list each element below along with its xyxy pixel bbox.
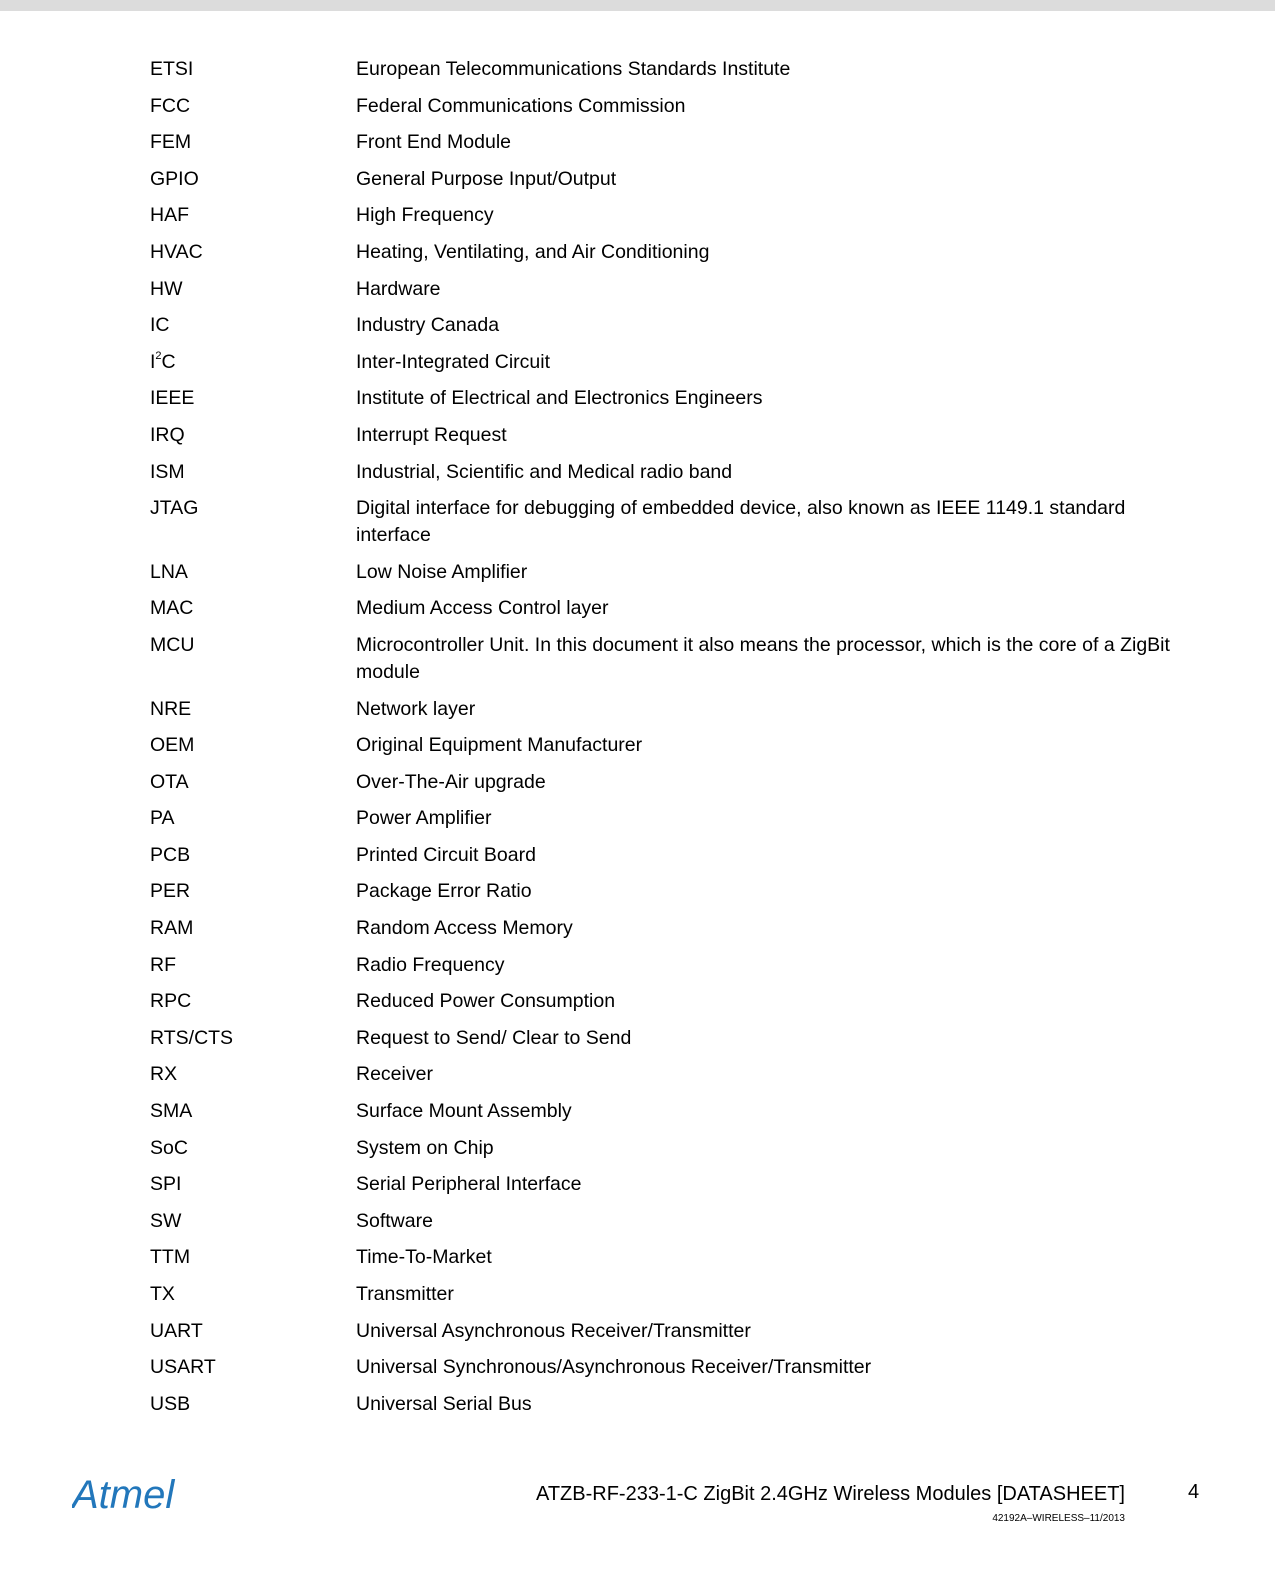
glossary-abbreviation: SoC: [150, 1136, 188, 1159]
glossary-definition: Network layer: [356, 697, 476, 720]
glossary-definition: Original Equipment Manufacturer: [356, 734, 643, 757]
glossary-abbreviation: RAM: [150, 917, 194, 940]
glossary-definition: European Telecommunications Standards Institute: [356, 58, 791, 80]
top-bar: [0, 0, 1275, 11]
glossary-definition: Power Amplifier: [356, 807, 492, 830]
glossary-definition: Serial Peripheral Interface: [356, 1173, 582, 1196]
glossary-abbreviation: PER: [150, 880, 191, 903]
glossary-abbreviation: RTS/CTS: [150, 1026, 234, 1049]
glossary-row: [150, 1244, 1190, 1271]
glossary-row: [150, 1171, 1190, 1198]
glossary-row: [150, 988, 1190, 1015]
glossary-definition: Front End Module: [356, 131, 512, 154]
glossary-abbreviation: USART: [150, 1356, 216, 1379]
glossary-abbreviation: USB: [150, 1392, 191, 1415]
glossary-row: [150, 732, 1190, 759]
glossary-row: [150, 769, 1190, 796]
glossary-definition: Reduced Power Consumption: [356, 990, 616, 1013]
glossary-abbreviation: OTA: [150, 770, 189, 793]
glossary-row: [150, 1061, 1190, 1088]
glossary-abbreviation: PA: [150, 807, 175, 830]
glossary-row: [150, 349, 1190, 376]
glossary-abbreviation: JTAG: [150, 497, 199, 520]
glossary-abbreviation: HAF: [150, 204, 189, 227]
glossary-abbreviation: OEM: [150, 734, 195, 757]
glossary-row: [150, 559, 1190, 586]
glossary-row: [150, 202, 1190, 229]
glossary-definition: Radio Frequency: [356, 953, 505, 976]
glossary-definition: Heating, Ventilating, and Air Conditioning: [356, 240, 710, 263]
glossary-definition: Federal Communications Commission: [356, 94, 686, 117]
glossary-abbreviation: IRQ: [150, 423, 185, 446]
glossary-definition: Industry Canada: [356, 314, 500, 337]
glossary-row: [150, 459, 1190, 486]
glossary-abbreviation: SPI: [150, 1173, 182, 1196]
atmel-logo: [72, 1470, 202, 1518]
page-number: 4: [1188, 1481, 1200, 1503]
glossary-row: [150, 952, 1190, 979]
glossary-row: [150, 276, 1190, 303]
glossary-abbreviation: GPIO: [150, 167, 199, 190]
glossary-abbreviation: FEM: [150, 131, 192, 154]
glossary-row: [150, 632, 1190, 686]
glossary-row: [150, 129, 1190, 156]
glossary-definition: Low Noise Amplifier: [356, 560, 528, 583]
glossary-list: [150, 56, 1190, 1427]
glossary-definition: Software: [356, 1209, 433, 1232]
glossary-definition: Time-To-Market: [356, 1246, 492, 1269]
glossary-abbreviation: PCB: [150, 843, 191, 866]
glossary-row: [150, 93, 1190, 120]
glossary-abbreviation: RX: [150, 1063, 178, 1086]
glossary-definition: Universal Asynchronous Receiver/Transmitter: [356, 1319, 751, 1342]
glossary-abbreviation: MAC: [150, 597, 194, 620]
glossary-definition: Interrupt Request: [356, 423, 507, 446]
glossary-row: [150, 1208, 1190, 1235]
glossary-row: [150, 1391, 1190, 1418]
glossary-definition: Printed Circuit Board: [356, 843, 536, 866]
glossary-row: [150, 1281, 1190, 1308]
glossary-row: [150, 312, 1190, 339]
glossary-abbreviation: [150, 349, 356, 376]
glossary-row: [150, 696, 1190, 723]
glossary-definition: Over-The-Air upgrade: [356, 770, 546, 793]
glossary-definition: Institute of Electrical and Electronics Engineers: [356, 387, 763, 410]
glossary-abbreviation: MCU: [150, 633, 195, 656]
glossary-row: [150, 239, 1190, 266]
footer-doc-code: 42192A–WIRELESS–11/2013: [992, 1513, 1125, 1524]
glossary-abbreviation: TX: [150, 1283, 175, 1305]
glossary-abbreviation: ETSI: [150, 58, 194, 80]
glossary-row: [150, 1354, 1190, 1381]
glossary-row: [150, 166, 1190, 193]
glossary-definition: Industrial, Scientific and Medical radio band: [356, 460, 733, 483]
glossary-row: [150, 385, 1190, 412]
glossary-row: [150, 878, 1190, 905]
glossary-row: [150, 805, 1190, 832]
glossary-definition: System on Chip: [356, 1136, 494, 1159]
glossary-row: [150, 495, 1190, 549]
glossary-row: [150, 1318, 1190, 1345]
abbreviation-base: I: [150, 350, 156, 373]
glossary-definition: General Purpose Input/Output: [356, 167, 617, 190]
glossary-definition: Receiver: [356, 1063, 433, 1086]
glossary-row: [150, 1025, 1190, 1052]
glossary-abbreviation: HVAC: [150, 240, 203, 263]
glossary-definition: Request to Send/ Clear to Send: [356, 1026, 632, 1049]
atmel-logo-text: Atmel: [72, 1473, 175, 1517]
glossary-abbreviation: RF: [150, 953, 176, 976]
abbreviation-superscript: 2: [155, 350, 162, 363]
glossary-definition: Transmitter: [356, 1283, 454, 1305]
glossary-row: [150, 915, 1190, 942]
glossary-abbreviation: SW: [150, 1209, 182, 1232]
glossary-row: [150, 56, 1190, 83]
glossary-definition: Digital interface for debugging of embedded device, also known as IEEE 1149.1 standard interface: [356, 497, 1126, 547]
glossary-row: [150, 422, 1190, 449]
glossary-definition: Medium Access Control layer: [356, 597, 609, 620]
glossary-abbreviation: TTM: [150, 1246, 191, 1269]
glossary-definition: Universal Synchronous/Asynchronous Receiver/Transmitter: [356, 1356, 872, 1379]
glossary-row: [150, 1098, 1190, 1125]
glossary-abbreviation: SMA: [150, 1100, 193, 1123]
glossary-abbreviation: FCC: [150, 94, 191, 117]
glossary-definition: Surface Mount Assembly: [356, 1100, 572, 1123]
glossary-abbreviation: UART: [150, 1319, 203, 1342]
glossary-definition: Package Error Ratio: [356, 880, 532, 903]
glossary-definition: Universal Serial Bus: [356, 1392, 532, 1415]
glossary-abbreviation: HW: [150, 277, 183, 300]
glossary-abbreviation: LNA: [150, 560, 188, 583]
glossary-row: [150, 595, 1190, 622]
glossary-abbreviation: IEEE: [150, 387, 195, 410]
glossary-abbreviation: IC: [150, 314, 170, 337]
glossary-row: [150, 842, 1190, 869]
glossary-abbreviation: RPC: [150, 990, 192, 1013]
glossary-abbreviation: NRE: [150, 697, 192, 720]
footer-doc-title: ATZB-RF-233-1-C ZigBit 2.4GHz Wireless Modules [DATASHEET]: [535, 1483, 1125, 1505]
glossary-abbreviation: ISM: [150, 460, 185, 483]
glossary-definition: Microcontroller Unit. In this document it also means the processor, which is the core of a ZigBit module: [356, 633, 1170, 683]
glossary-row: [150, 1135, 1190, 1162]
glossary-definition: High Frequency: [356, 204, 494, 227]
glossary-definition: Hardware: [356, 277, 441, 300]
abbreviation-tail: C: [161, 350, 176, 373]
glossary-definition: Inter-Integrated Circuit: [356, 350, 551, 373]
glossary-definition: Random Access Memory: [356, 917, 573, 940]
